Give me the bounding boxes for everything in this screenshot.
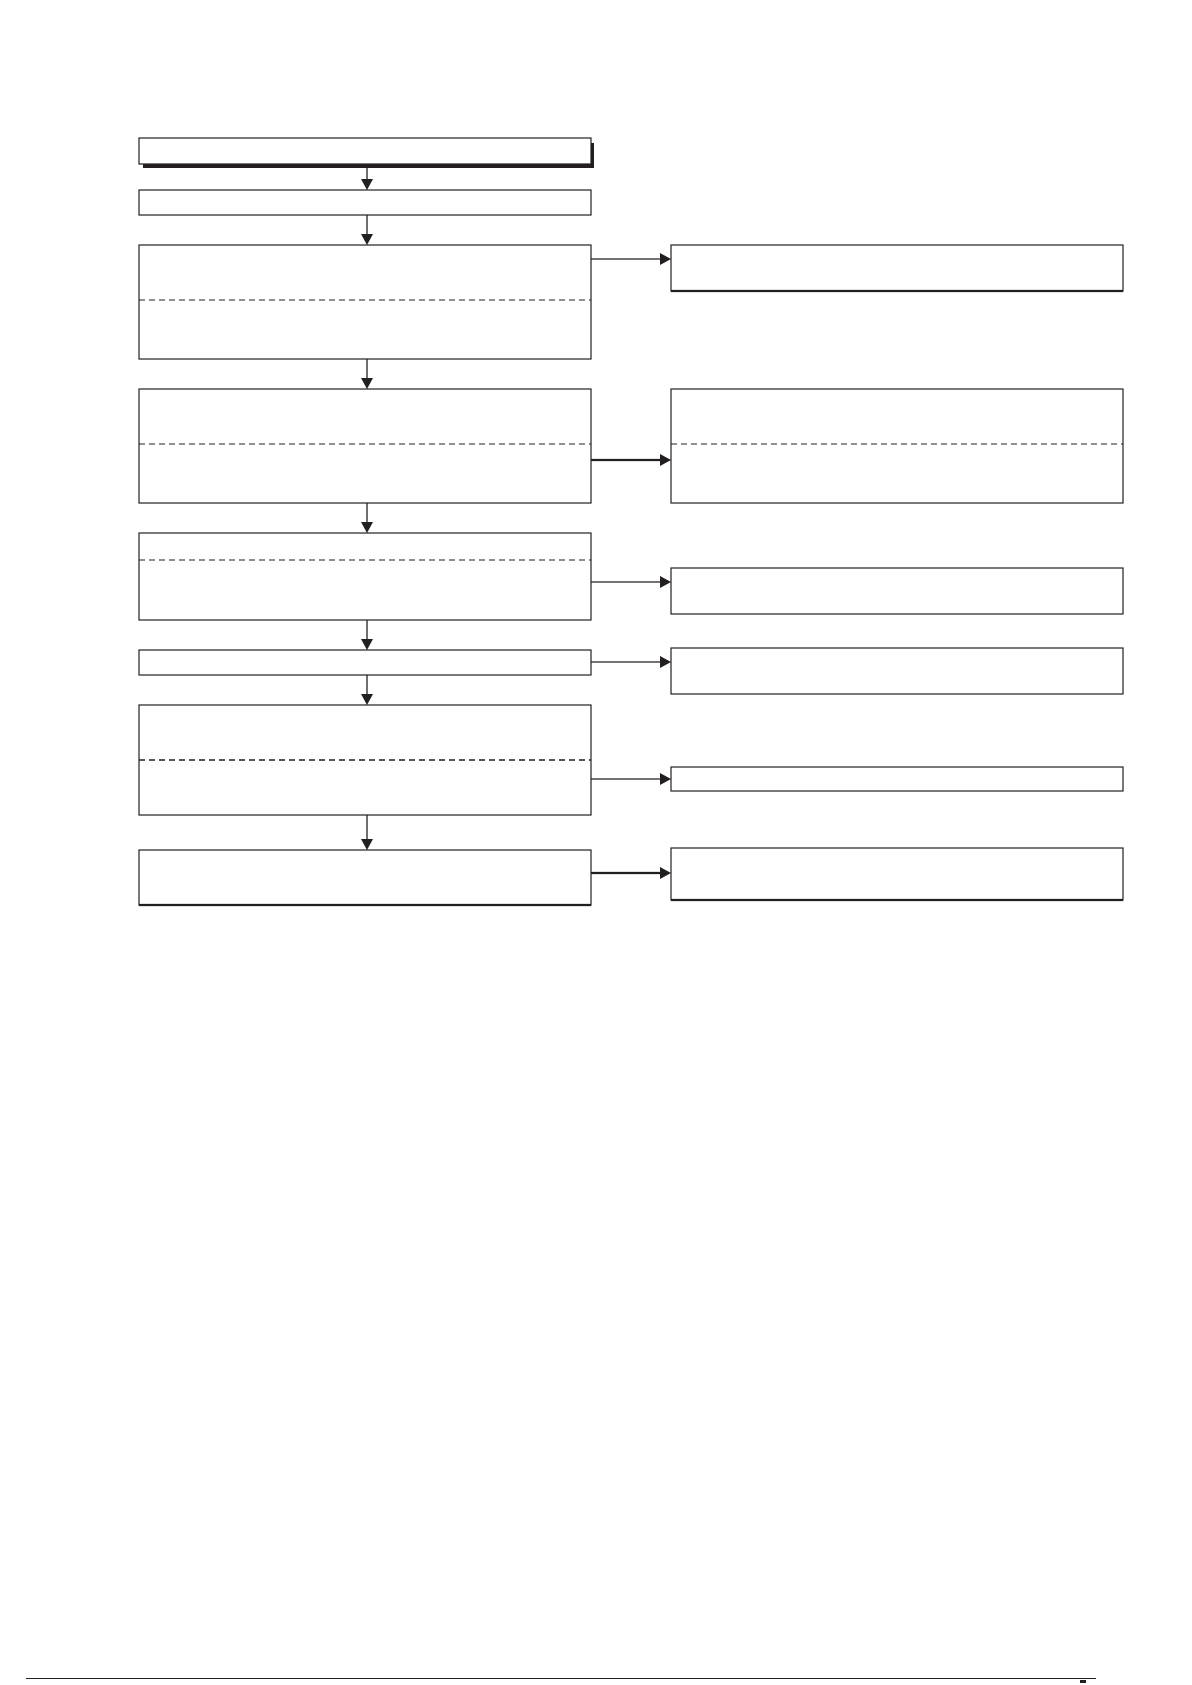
- flow-step-8: [139, 850, 591, 905]
- flow-step-3: [139, 245, 591, 359]
- side-result-5: [671, 767, 1123, 791]
- arrowhead-1-2: [361, 179, 373, 190]
- flow-step-2: [139, 190, 591, 215]
- side-result-1-box: [671, 245, 1123, 291]
- side-result-2: [671, 389, 1123, 503]
- flow-step-3-box: [139, 245, 591, 359]
- arrowhead-6-7: [361, 694, 373, 705]
- arrowhead-7-side5: [660, 773, 671, 785]
- flow-step-6: [139, 650, 591, 675]
- horizontal-connectors: [591, 253, 671, 879]
- arrowhead-6-side4: [660, 656, 671, 668]
- flow-step-4: [139, 389, 591, 503]
- flow-step-1: [139, 138, 594, 168]
- arrowhead-4-5: [361, 522, 373, 533]
- flow-step-7: [139, 705, 591, 815]
- side-result-2-box: [671, 389, 1123, 503]
- page-footer-mark: [1080, 1680, 1086, 1683]
- flow-step-5-box: [139, 533, 591, 620]
- arrowhead-5-side3: [660, 576, 671, 588]
- side-result-6-box: [671, 848, 1123, 900]
- arrowhead-4-side2: [660, 454, 671, 466]
- arrowhead-8-side6: [660, 867, 671, 879]
- side-result-5-box: [671, 767, 1123, 791]
- arrowhead-7-8: [361, 839, 373, 850]
- flow-step-4-box: [139, 389, 591, 503]
- arrowhead-3-side1: [660, 253, 671, 265]
- side-result-4-box: [671, 648, 1123, 694]
- page-footer-rule: [26, 1678, 1096, 1679]
- arrowhead-2-3: [361, 234, 373, 245]
- flow-step-1-box: [139, 138, 591, 164]
- side-result-1: [671, 245, 1123, 291]
- side-result-3: [671, 568, 1123, 614]
- side-result-4: [671, 648, 1123, 694]
- flow-step-6-box: [139, 650, 591, 675]
- side-result-6: [671, 848, 1123, 900]
- arrowhead-3-4: [361, 378, 373, 389]
- arrowhead-5-6: [361, 639, 373, 650]
- flow-step-8-box: [139, 850, 591, 905]
- side-result-3-box: [671, 568, 1123, 614]
- flow-step-2-box: [139, 190, 591, 215]
- flow-step-5: [139, 533, 591, 620]
